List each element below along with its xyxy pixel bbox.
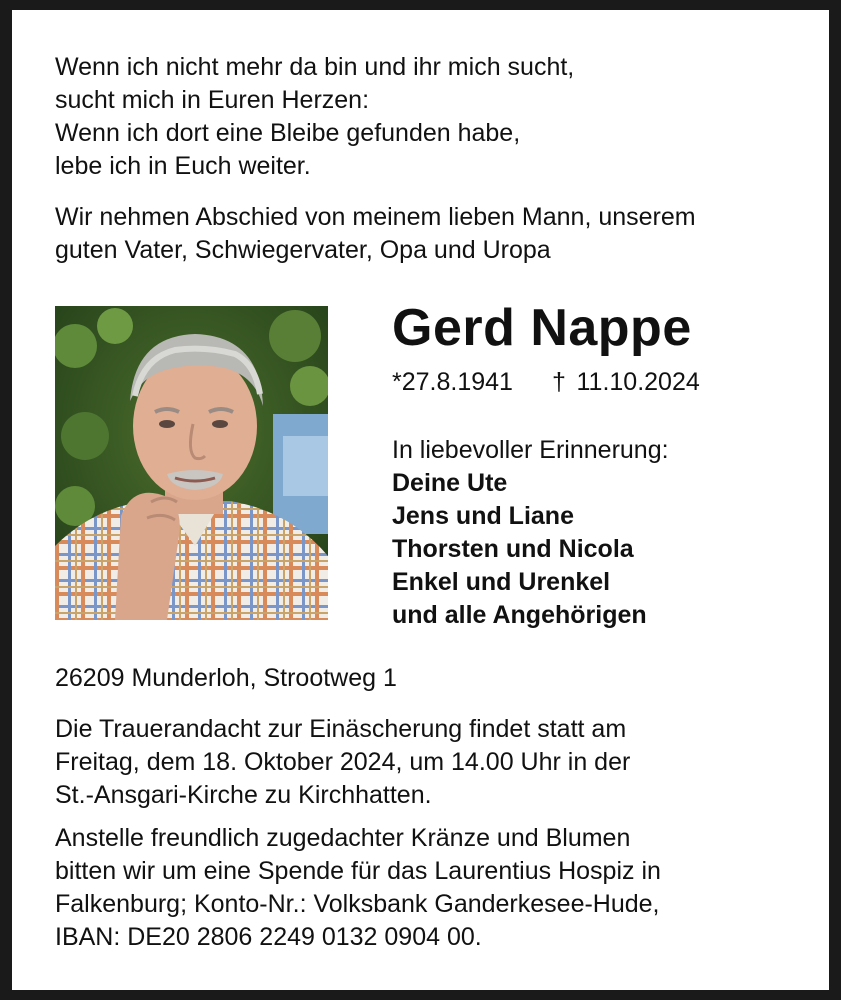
donation-line-2: bitten wir um eine Spende für das Laurentius Hospiz in [55,857,661,885]
intro-line-2: guten Vater, Schwiegervater, Opa und Uropa [55,236,551,264]
deceased-name: Gerd Nappe [392,299,692,357]
service-line-1: Die Trauerandacht zur Einäscherung findet statt am [55,715,627,743]
mourner-name: Thorsten und Nicola [392,535,634,563]
poem-line-3: Wenn ich dort eine Bleibe gefunden habe, [55,119,521,147]
service-line-2: Freitag, dem 18. Oktober 2024, um 14.00 Uhr in der [55,748,631,776]
remembrance-heading: In liebevoller Erinnerung: [392,436,669,464]
donation-line-1: Anstelle freundlich zugedachter Kränze und Blumen [55,824,631,852]
donation-line-3: Falkenburg; Konto-Nr.: Volksbank Ganderkesee-Hude, [55,890,660,918]
mourner-name: und alle Angehörigen [392,601,647,629]
mourner-name: Jens und Liane [392,502,574,530]
poem-line-1: Wenn ich nicht mehr da bin und ihr mich sucht, [55,53,575,81]
address: 26209 Munderloh, Strootweg 1 [55,664,397,692]
poem-line-4: lebe ich in Euch weiter. [55,152,311,180]
service-line-3: St.-Ansgari-Kirche zu Kirchhatten. [55,781,432,809]
mourner-name: Deine Ute [392,469,508,497]
donation-line-4: IBAN: DE20 2806 2249 0132 0904 00. [55,923,482,951]
intro-line-1: Wir nehmen Abschied von meinem lieben Mann, unserem [55,203,696,231]
death-date: 11.10.2024 [564,368,700,396]
birth-date: *27.8.1941 [392,368,513,396]
portrait-photo [55,306,328,620]
dagger-icon: † [552,368,566,396]
poem-line-2: sucht mich in Euren Herzen: [55,86,370,114]
mourner-name: Enkel und Urenkel [392,568,611,596]
